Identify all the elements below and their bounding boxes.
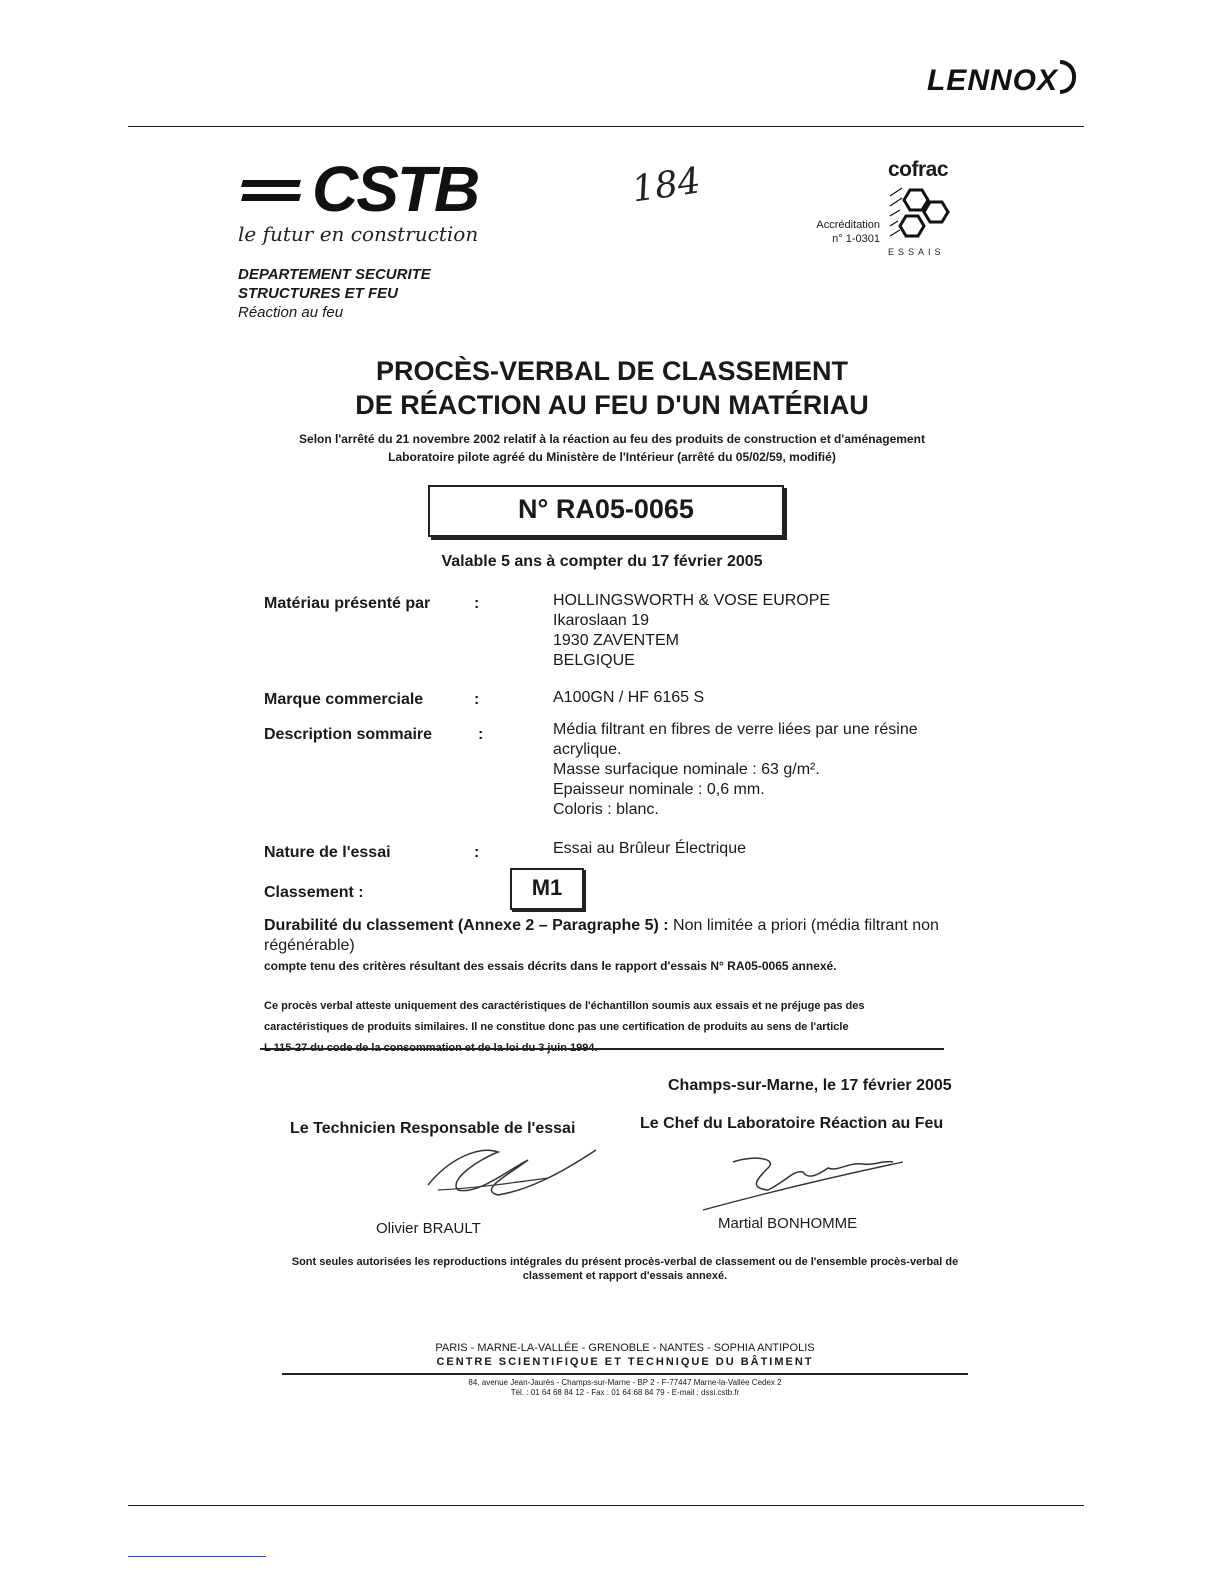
bottom-rule	[128, 1505, 1084, 1506]
colon: :	[474, 844, 480, 861]
lennox-arc-icon	[1060, 60, 1076, 94]
left-signatory-name: Olivier BRAULT	[376, 1220, 481, 1237]
department	[238, 265, 431, 322]
dept-line3: Réaction au feu	[238, 304, 344, 321]
validity: Valable 5 ans à compter du 17 février 2005	[441, 553, 763, 570]
subtitle-line2: Laboratoire pilote agréé du Ministère de l'Intérieur (arrêté du 05/02/59, modifié)	[388, 450, 836, 464]
right-signatory-title: Le Chef du Laboratoire Réaction au Feu	[640, 1115, 944, 1132]
reproduction-notice: Sont seules autorisées les reproductions intégrales du présent procès-verbal de classement ou de l'ensemble procès-verbal de classement et rapport d'essais annexé.	[291, 1256, 959, 1282]
durability-value: Non limitée a priori (média filtrant non régénérable)	[264, 917, 939, 954]
accreditation: Accréditation n° 1-0301	[816, 219, 880, 245]
notice-rule	[260, 1048, 944, 1050]
durability-label: Durabilité du classement (Annexe 2 – Paragraphe 5) :	[264, 917, 669, 934]
colon: :	[474, 691, 480, 708]
handwritten-number: 184	[629, 160, 704, 211]
subtitle-line1: Selon l'arrêté du 21 novembre 2002 relatif à la réaction au feu des produits de construction et d'aménagement	[299, 432, 925, 446]
footer-rule	[282, 1373, 968, 1375]
test-label: Nature de l'essai	[264, 844, 391, 861]
test-value: Essai au Brûleur Électrique	[553, 840, 746, 857]
durability-note: compte tenu des critères résultant des essais décrits dans le rapport d'essais N° RA05-0065 annexé.	[264, 959, 837, 973]
durability	[264, 916, 954, 976]
footnote-link-line	[128, 1556, 266, 1557]
place-date: Champs-sur-Marne, le 17 février 2005	[668, 1077, 952, 1094]
cstb-logo: CSTB	[312, 153, 479, 225]
brand-value: A100GN / HF 6165 S	[553, 689, 705, 706]
right-signature-image	[698, 1150, 908, 1215]
colon: :	[478, 726, 484, 743]
dept-line2: STRUCTURES ET FEU	[238, 285, 399, 302]
presented-by-value: HOLLINGSWORTH & VOSE EUROPE Ikaroslaan 19 1930 ZAVENTEM BELGIQUE	[553, 592, 831, 669]
right-signatory-name: Martial BONHOMME	[718, 1215, 858, 1232]
cofrac-hexagon-icon	[888, 186, 952, 244]
brand-label: Marque commerciale	[264, 691, 424, 708]
footer-address: 84, avenue Jean-Jaurès - Champs-sur-Marne - BP 2 - F-77447 Marne-la-Vallée Cedex 2 Tél. : 01 64 68 84 12 - Fax : 01 64 68 84 79 - E-mail : dssi.cstb.fr	[468, 1378, 782, 1397]
description-value: Média filtrant en fibres de verre liées par une résine acrylique. Masse surfacique nominale : 63 g/m². Epaisseur nominale : 0,6 mm. Coloris : blanc.	[553, 721, 918, 818]
colon: :	[474, 595, 480, 612]
title-line1: PROCÈS-VERBAL DE CLASSEMENT	[375, 356, 849, 386]
cofrac-logo: cofrac	[888, 158, 949, 181]
left-signatory-title: Le Technicien Responsable de l'essai	[290, 1120, 576, 1137]
classement-label: Classement :	[264, 884, 364, 901]
notice: Ce procès verbal atteste uniquement des caractéristiques de l'échantillon soumis aux essais et ne préjuge pas des caractéristiques de produits similaires. Il ne constitue donc pas une certification de produits au sens de l'article	[264, 1000, 865, 1033]
header-rule	[128, 126, 1084, 127]
footer-cities: PARIS - MARNE-LA-VALLÉE - GRENOBLE - NANTES - SOPHIA ANTIPOLIS	[435, 1342, 815, 1354]
footer-centre: CENTRE SCIENTIFIQUE ET TECHNIQUE DU BÂTIMENT	[436, 1356, 814, 1368]
report-number: N° RA05-0065	[428, 485, 784, 537]
title-line2: DE RÉACTION AU FEU D'UN MATÉRIAU	[355, 390, 869, 420]
cstb-tagline: le futur en construction	[238, 222, 479, 246]
cstb-bars-icon	[242, 180, 300, 208]
description-label: Description sommaire	[264, 726, 433, 743]
lennox-logo: LENNOX	[927, 60, 1076, 98]
left-signature-image	[418, 1140, 603, 1205]
dept-line1: DEPARTEMENT SECURITE	[238, 266, 431, 283]
cofrac-essais: ESSAIS	[888, 247, 945, 257]
classement-value: M1	[510, 868, 584, 910]
presented-by-label: Matériau présenté par	[264, 595, 431, 612]
